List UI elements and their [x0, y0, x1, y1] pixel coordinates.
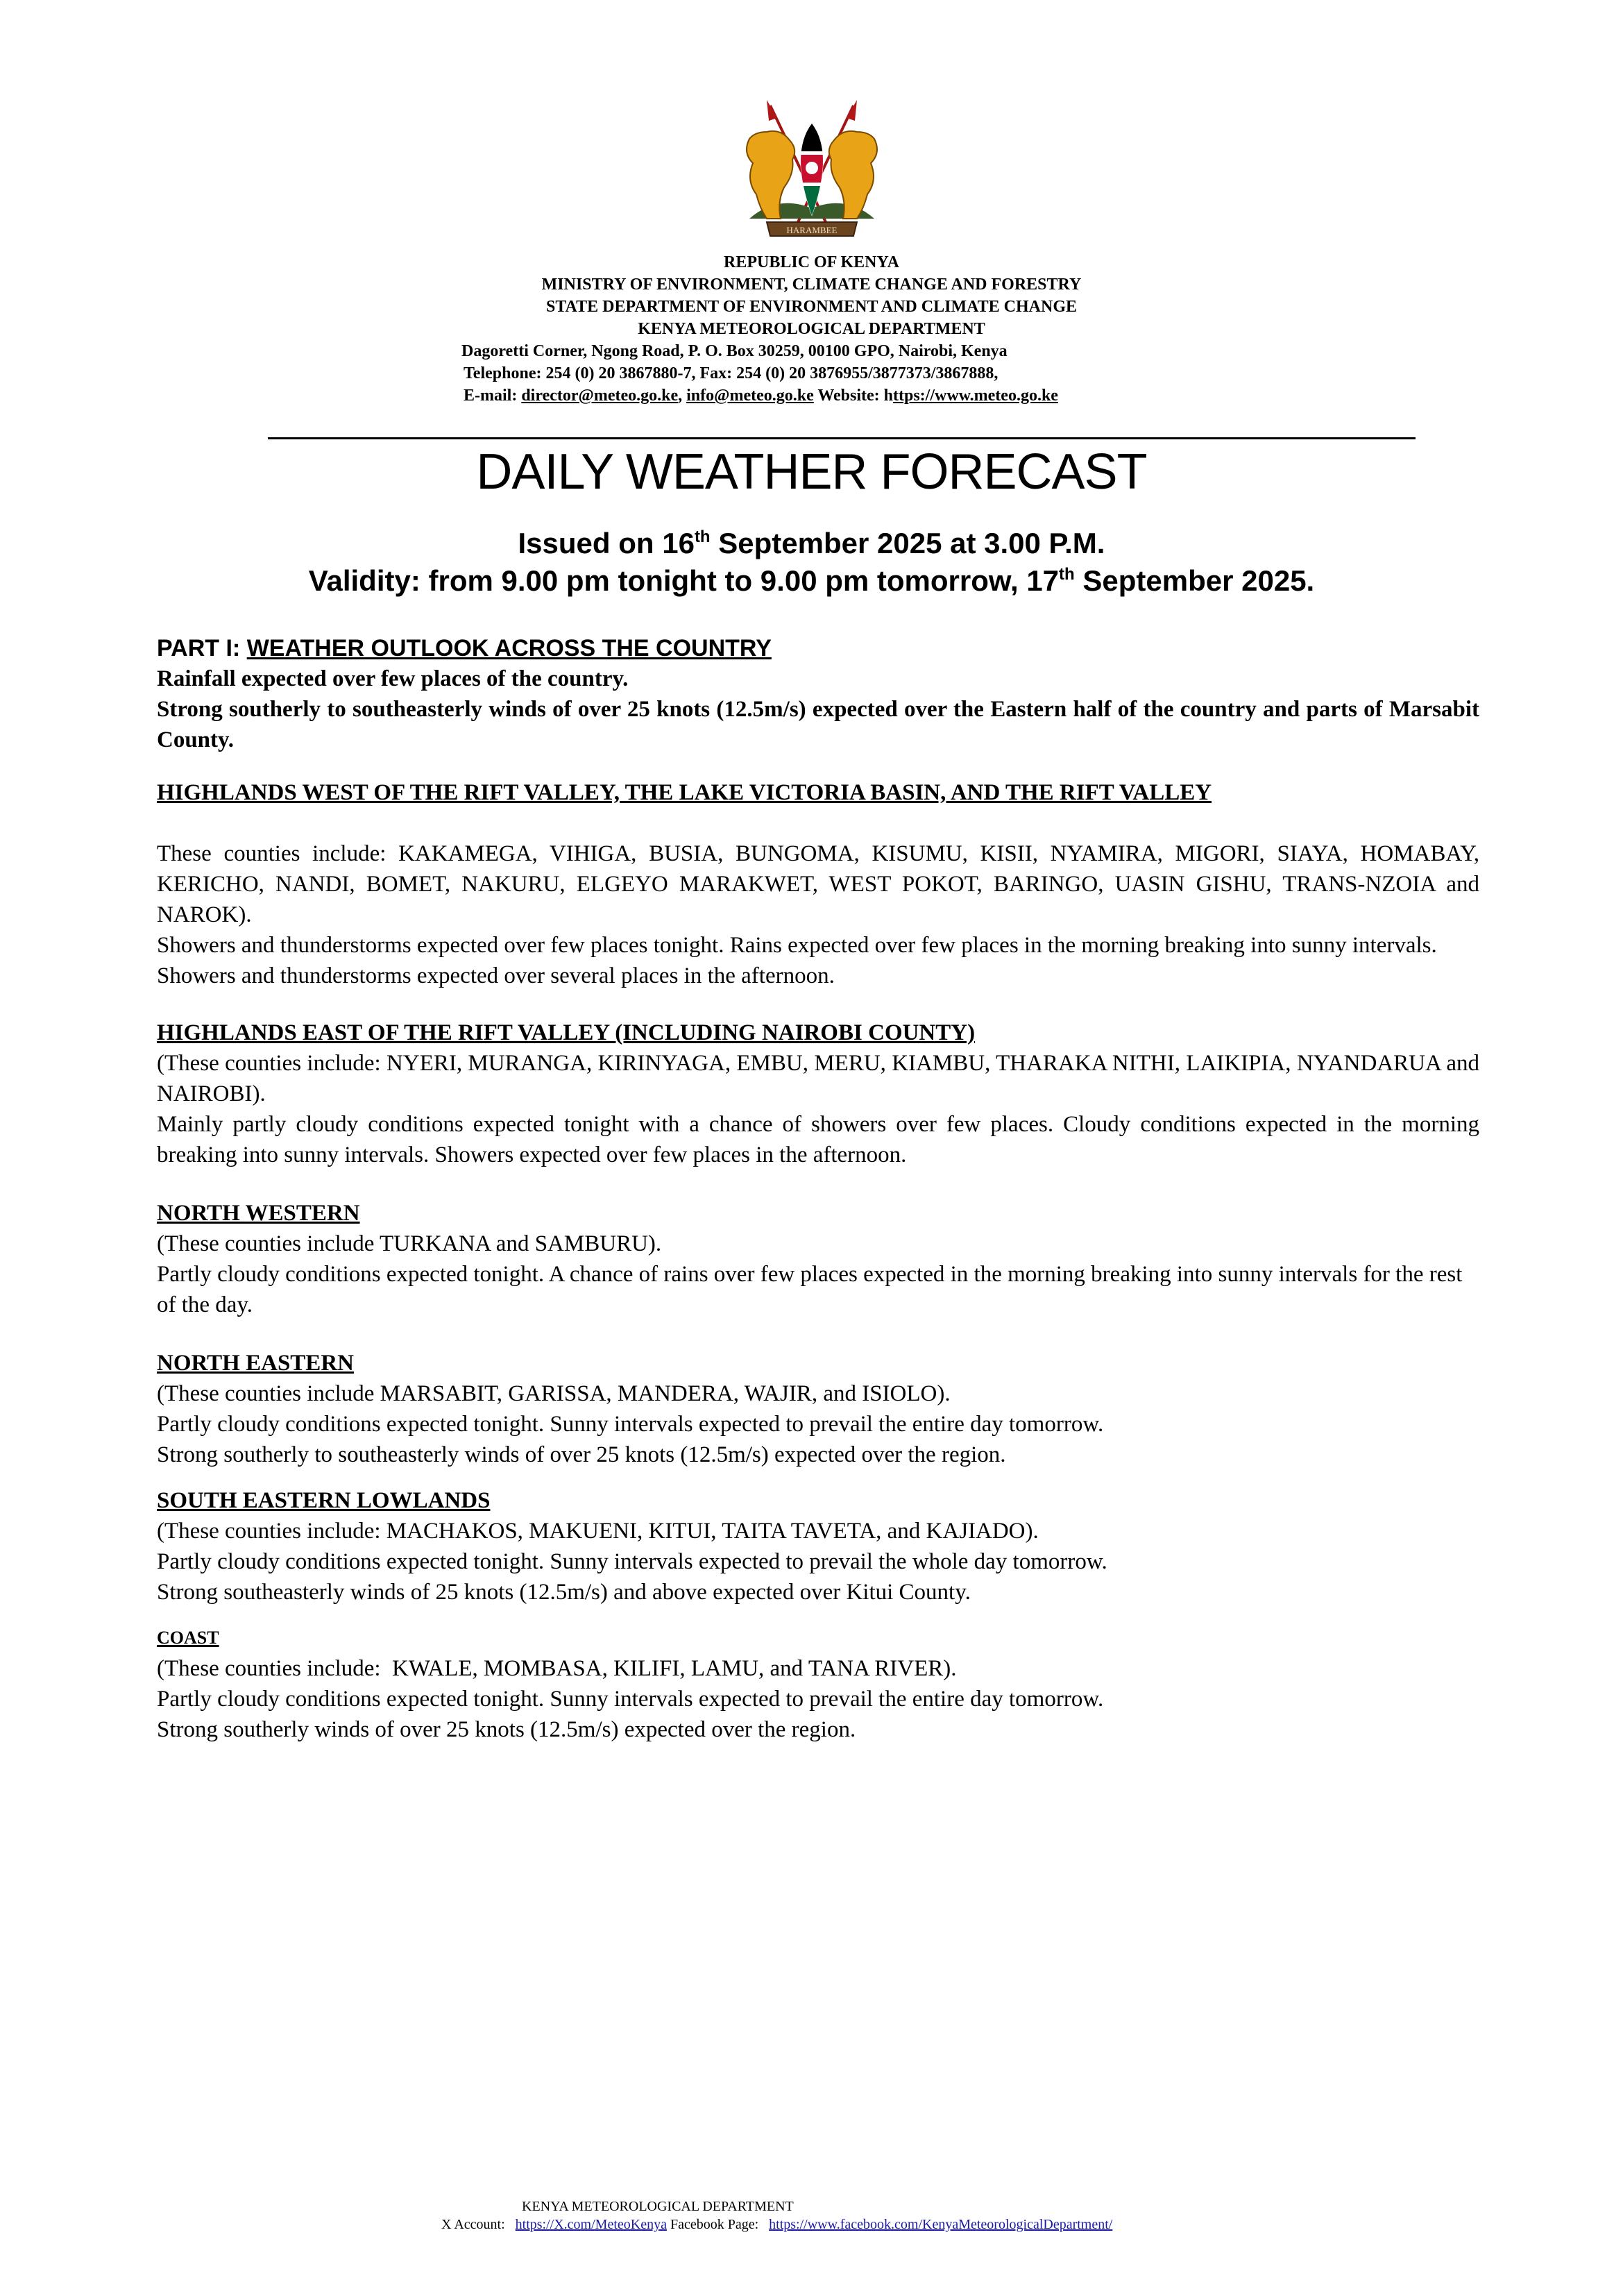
email-separator: ,: [678, 387, 687, 405]
region-heading: NORTH EASTERN: [157, 1351, 354, 1376]
crest-motto: HARAMBEE: [786, 225, 838, 235]
part1-title: WEATHER OUTLOOK ACROSS THE COUNTRY: [246, 635, 772, 661]
region-heading: HIGHLANDS EAST OF THE RIFT VALLEY (INCLUDING NAIROBI COUNTY): [157, 1020, 976, 1045]
region-wind: Strong southeasterly winds of 25 knots (12.5m/s) and above expected over Kitui County.: [157, 1580, 971, 1605]
footer-social: [0, 2215, 1623, 2234]
region-north-eastern: [157, 1348, 1479, 1470]
region-highlands-east: [157, 1018, 1479, 1170]
region-counties: (These counties include: NYERI, MURANGA, KIRINYAGA, EMBU, MERU, KIAMBU, THARAKA NITHI, LAIKIPIA, NYANDARUA and NAIROBI).: [157, 1051, 1479, 1106]
validity-suffix: September 2025.: [1074, 564, 1315, 597]
validity-sup: th: [1059, 565, 1075, 584]
region-heading: NORTH WESTERN: [157, 1201, 360, 1226]
kenya-coat-of-arms-icon: [729, 97, 895, 243]
outlook-rainfall: Rainfall expected over few places of the country.: [157, 666, 629, 691]
page-title: DAILY WEATHER FORECAST: [476, 444, 1147, 500]
x-account-label: X Account:: [441, 2217, 516, 2232]
region-counties: (These counties include: MACHAKOS, MAKUENI, KITUI, TAITA TAVETA, and KAJIADO).: [157, 1519, 1039, 1544]
page-footer: [0, 2197, 1623, 2234]
issued-suffix: September 2025 at 3.00 P.M.: [710, 527, 1105, 559]
region-counties: These counties include: KAKAMEGA, VIHIGA, BUSIA, BUNGOMA, KISUMU, KISII, NYAMIRA, MIGORI, SIAYA, HOMABAY, KERICHO, NANDI, BOMET, NAKURU, ELGEYO MARAKWET, WEST POKOT, BARINGO, UASIN GISHU, TRANS-NZOIA and NAROK).: [157, 841, 1479, 927]
contact-line: [0, 385, 1623, 407]
region-forecast: Mainly partly cloudy conditions expected tonight with a chance of showers over few places. Cloudy conditions expected in the morning breaking into sunny intervals. Showers expected over few places in the afternoon.: [157, 1112, 1479, 1167]
region-wind: Strong southerly to southeasterly winds of over 25 knots (12.5m/s) expected over the region.: [157, 1442, 1006, 1467]
republic-line: REPUBLIC OF KENYA: [724, 253, 899, 271]
region-forecast: Partly cloudy conditions expected tonight. Sunny intervals expected to prevail the entire day tomorrow.: [157, 1687, 1104, 1712]
part1-label: PART I:: [157, 635, 247, 661]
region-south-eastern-lowlands: [157, 1485, 1479, 1607]
region-counties: (These counties include TURKANA and SAMBURU).: [157, 1231, 662, 1256]
website-label: Website: h: [813, 387, 893, 405]
address-line: Dagoretti Corner, Ngong Road, P. O. Box 30259, 00100 GPO, Nairobi, Kenya: [461, 342, 1008, 360]
region-coast: [157, 1623, 1479, 1745]
email-director-link[interactable]: director@meteo.go.ke: [521, 387, 679, 405]
region-forecast: Showers and thunderstorms expected over few places tonight. Rains expected over few places in the morning breaking into sunny intervals. Showers and thunderstorms expected over several places in the afternoon.: [157, 933, 1437, 988]
region-heading: COAST: [157, 1628, 219, 1648]
outlook-winds: Strong southerly to southeasterly winds of over 25 knots (12.5m/s) expected over the Eastern half of the country and parts of Marsabit County.: [157, 697, 1479, 752]
email-label: E-mail:: [464, 387, 522, 405]
region-forecast: Partly cloudy conditions expected tonight. Sunny intervals expected to prevail the whole day tomorrow.: [157, 1549, 1107, 1574]
forecast-content: [157, 633, 1479, 1745]
footer-department: KENYA METEOROLOGICAL DEPARTMENT: [522, 2199, 794, 2214]
telephone-line: Telephone: 254 (0) 20 3867880-7, Fax: 254 (0) 20 3876955/3877373/3867888,: [464, 364, 999, 382]
validity-line: [0, 562, 1623, 600]
letterhead: [0, 251, 1623, 407]
issued-prefix: Issued on 16: [518, 527, 695, 559]
region-heading: SOUTH EASTERN LOWLANDS: [157, 1488, 491, 1513]
facebook-label: Facebook Page:: [666, 2217, 770, 2232]
issued-line: [0, 525, 1623, 562]
part1-heading: [157, 633, 1479, 664]
issued-sup: th: [694, 527, 711, 546]
website-link[interactable]: ttps://www.meteo.go.ke: [892, 387, 1058, 405]
region-highlands-west: [157, 777, 1479, 991]
ministry-line: MINISTRY OF ENVIRONMENT, CLIMATE CHANGE AND FORESTRY: [541, 276, 1082, 294]
region-forecast: Partly cloudy conditions expected tonight. Sunny intervals expected to prevail the entire day tomorrow.: [157, 1412, 1104, 1437]
facebook-link[interactable]: https://www.facebook.com/KenyaMeteorologicalDepartment/: [769, 2217, 1113, 2232]
state-department-line: STATE DEPARTMENT OF ENVIRONMENT AND CLIMATE CHANGE: [545, 298, 1077, 316]
region-north-western: [157, 1198, 1479, 1320]
email-info-link[interactable]: info@meteo.go.ke: [686, 387, 814, 405]
department-line: KENYA METEOROLOGICAL DEPARTMENT: [638, 320, 985, 338]
issued-block: [0, 525, 1623, 600]
region-heading: HIGHLANDS WEST OF THE RIFT VALLEY, THE LAKE VICTORIA BASIN, AND THE RIFT VALLEY: [157, 780, 1212, 805]
region-counties: (These counties include: KWALE, MOMBASA, KILIFI, LAMU, and TANA RIVER).: [157, 1656, 957, 1681]
region-counties: (These counties include MARSABIT, GARISSA, MANDERA, WAJIR, and ISIOLO).: [157, 1381, 951, 1406]
validity-prefix: Validity: from 9.00 pm tonight to 9.00 pm tomorrow, 17: [308, 564, 1060, 597]
region-forecast: Partly cloudy conditions expected tonight. A chance of rains over few places expected in the morning breaking into sunny intervals for the rest of the day.: [157, 1262, 1463, 1317]
region-wind: Strong southerly winds of over 25 knots (12.5m/s) expected over the region.: [157, 1717, 856, 1742]
x-account-link[interactable]: https://X.com/MeteoKenya: [515, 2217, 667, 2232]
